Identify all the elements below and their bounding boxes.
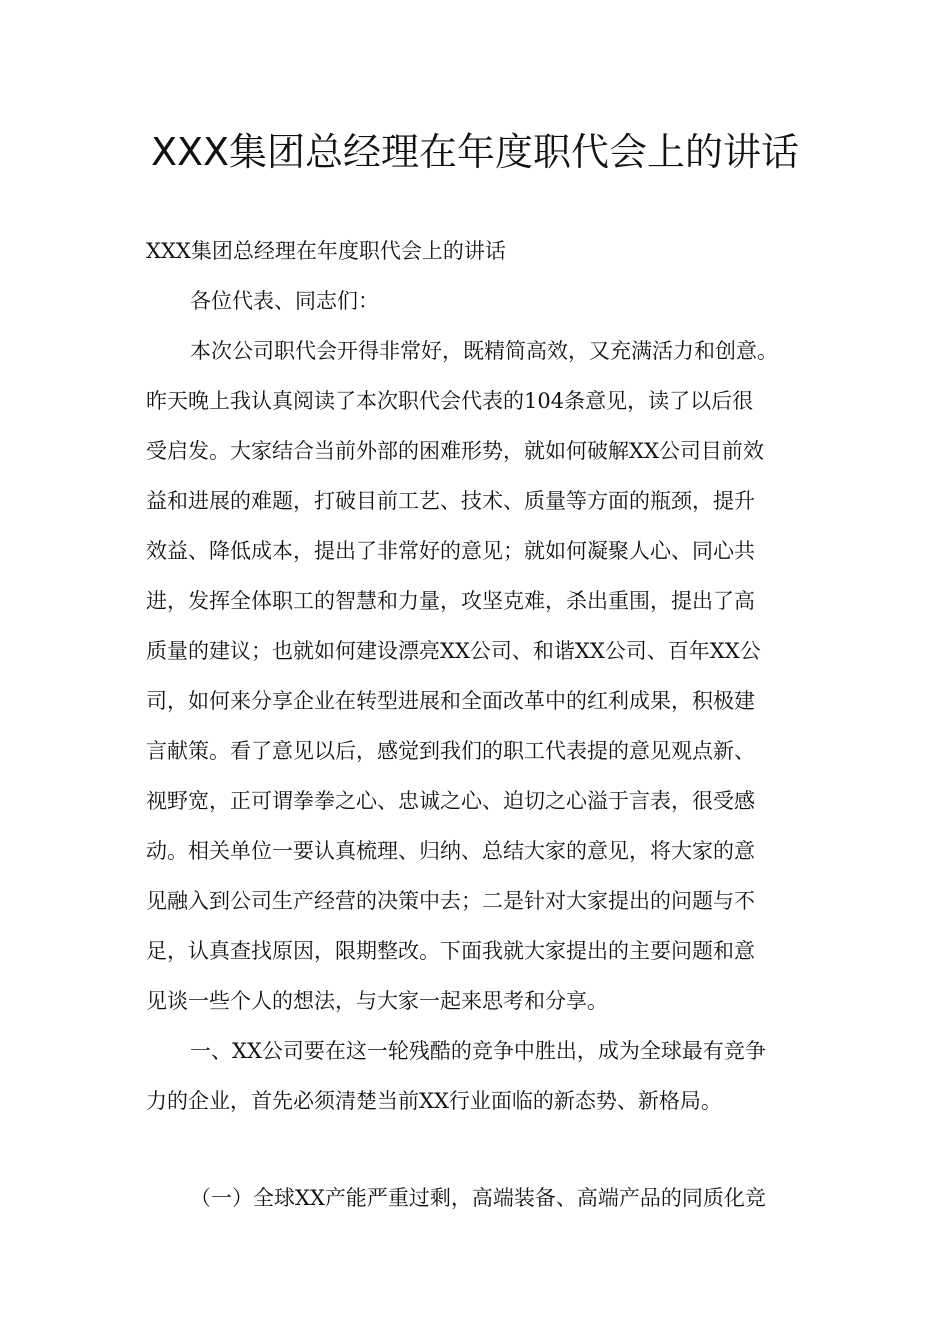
paragraph-line: 本次公司职代会开得非常好，既精简高效，又充满活力和创意。 — [190, 339, 778, 363]
paragraph-line: 益和进展的难题，打破目前工艺、技术、质量等方面的瓶颈，提升 — [146, 489, 755, 513]
paragraph-line: 动。相关单位一要认真梳理、归纳、总结大家的意见，将大家的意 — [146, 839, 755, 863]
paragraph-line: 昨天晚上我认真阅读了本次职代会代表的104条意见，读了以后很 — [146, 389, 754, 413]
subtitle-line: XXX集团总经理在年度职代会上的讲话 — [146, 239, 506, 263]
section-heading-line: 一、XX公司要在这一轮残酷的竞争中胜出，成为全球最有竞争 — [190, 1039, 766, 1063]
subsection-heading-line: （一）全球XX产能严重过剩，高端装备、高端产品的同质化竞 — [190, 1186, 766, 1210]
paragraph-line: 进，发挥全体职工的智慧和力量，攻坚克难，杀出重围，提出了高 — [146, 589, 755, 613]
paragraph-line: 视野宽，正可谓拳拳之心、忠诚之心、迫切之心溢于言表，很受感 — [146, 789, 755, 813]
paragraph-line: 司，如何来分享企业在转型进展和全面改革中的红利成果，积极建 — [146, 689, 755, 713]
paragraph-line: 言献策。看了意见以后，感觉到我们的职工代表提的意见观点新、 — [146, 739, 755, 763]
paragraph-line: 效益、降低成本，提出了非常好的意见；就如何凝聚人心、同心共 — [146, 539, 755, 563]
paragraph-line: 质量的建议；也就如何建设漂亮XX公司、和谐XX公司、百年XX公 — [146, 639, 761, 663]
paragraph-line: 足，认真查找原因，限期整改。下面我就大家提出的主要问题和意 — [146, 939, 755, 963]
section-heading-line: 力的企业，首先必须清楚当前XX行业面临的新态势、新格局。 — [146, 1089, 722, 1113]
document-title: XXX集团总经理在年度职代会上的讲话 — [150, 130, 800, 174]
paragraph-line: 受启发。大家结合当前外部的困难形势，就如何破解XX公司目前效 — [146, 439, 764, 463]
paragraph-line: 见谈一些个人的想法，与大家一起来思考和分享。 — [146, 989, 608, 1013]
salutation-line: 各位代表、同志们： — [190, 289, 379, 313]
paragraph-line: 见融入到公司生产经营的决策中去；二是针对大家提出的问题与不 — [146, 889, 755, 913]
